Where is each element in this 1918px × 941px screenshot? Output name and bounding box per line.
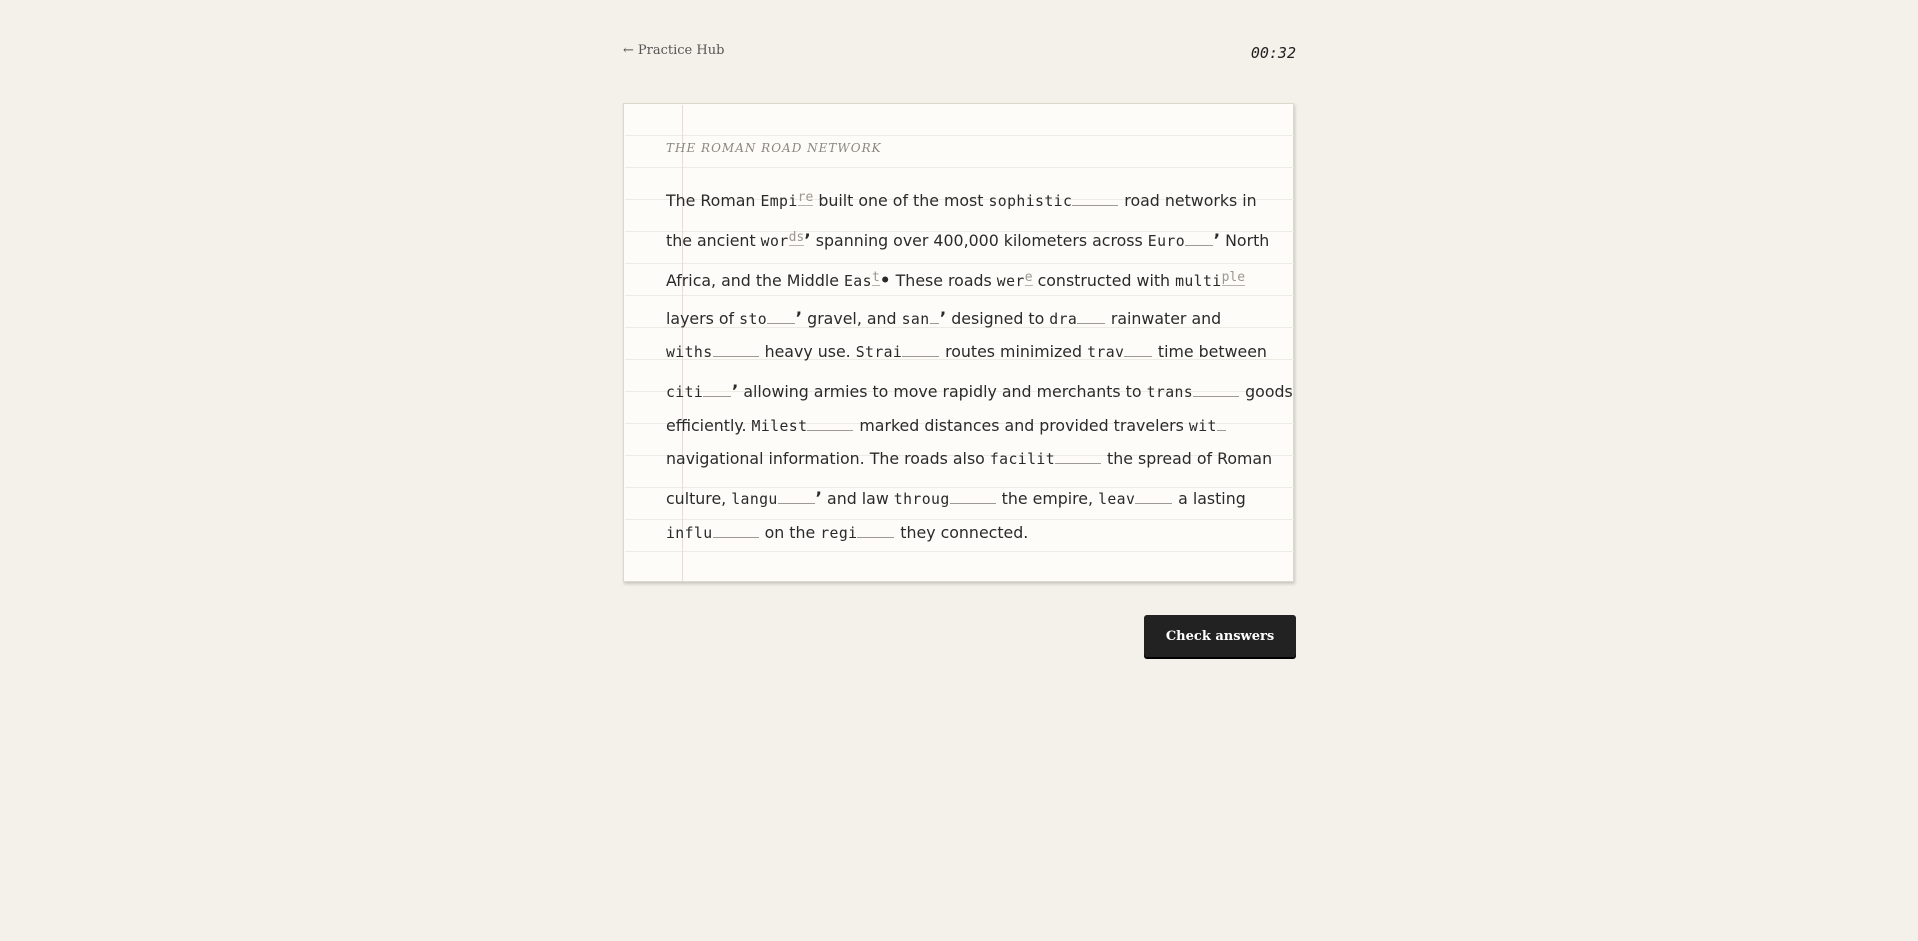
- passage-text-run: the spread of Roman: [1102, 449, 1273, 468]
- passage-text-run: designed to: [946, 309, 1050, 328]
- passage-line: [666, 523, 1028, 542]
- passage-text-run: they connected.: [895, 523, 1029, 542]
- passage-text-run: goods: [1240, 382, 1293, 401]
- word-stem: trans: [1146, 384, 1194, 401]
- passage-text-run: allowing armies to move rapidly and merchants to: [738, 382, 1147, 401]
- word-stem: citi: [666, 384, 704, 401]
- passage-text-run: constructed with: [1032, 271, 1176, 290]
- check-answers-button[interactable]: Check answers: [1144, 615, 1296, 657]
- filled-answer[interactable]: ds: [788, 230, 805, 245]
- punctuation-mark: ’: [939, 309, 947, 329]
- word-stem: trav: [1087, 344, 1125, 361]
- word-stem: leav: [1098, 491, 1136, 508]
- passage-text-run: gravel, and: [802, 309, 902, 328]
- passage-text-run: on the: [759, 523, 821, 542]
- passage-line: [666, 489, 1246, 509]
- passage-line: [666, 382, 1293, 402]
- passage-text-run: navigational information. The roads also: [666, 449, 990, 468]
- punctuation-mark: ’: [804, 231, 811, 251]
- word-stem: sophistic: [988, 193, 1073, 210]
- punctuation-mark: ’: [815, 489, 823, 509]
- passage-text-run: and law: [822, 489, 894, 508]
- word-stem: dra: [1049, 311, 1078, 328]
- passage-line: [666, 270, 1245, 291]
- punctuation-mark: •: [879, 271, 891, 291]
- passage-line: [666, 309, 1221, 329]
- answer-blank-input[interactable]: [1077, 321, 1105, 324]
- passage-text-run: layers of: [666, 309, 740, 328]
- answer-blank-input[interactable]: [950, 501, 996, 504]
- word-stem: Euro: [1147, 233, 1186, 250]
- answer-blank-input[interactable]: [1135, 501, 1172, 504]
- answer-blank-input[interactable]: [767, 321, 795, 324]
- word-stem: Empi: [760, 193, 798, 210]
- word-stem: sto: [739, 311, 768, 328]
- word-stem: wer: [996, 273, 1025, 290]
- passage-text-run: a lasting: [1173, 489, 1246, 508]
- answer-blank-input[interactable]: [1193, 394, 1239, 397]
- answer-blank-input[interactable]: [1072, 203, 1118, 206]
- punctuation-mark: ’: [1213, 231, 1221, 251]
- filled-answer[interactable]: re: [797, 190, 814, 205]
- answer-blank-input[interactable]: [857, 535, 894, 538]
- practice-page: [623, 0, 1296, 644]
- passage-text-run: rainwater and: [1105, 309, 1222, 328]
- passage-card: [623, 103, 1294, 582]
- top-bar: [623, 0, 1296, 104]
- passage-text-run: road networks in: [1119, 191, 1257, 210]
- answer-blank-input[interactable]: [1055, 461, 1101, 464]
- word-stem: wit: [1188, 418, 1217, 435]
- punctuation-mark: ’: [795, 309, 803, 329]
- answer-blank-input[interactable]: [930, 321, 939, 324]
- answer-blank-input[interactable]: [778, 501, 815, 504]
- passage-title: THE ROMAN ROAD NETWORK: [666, 141, 882, 155]
- answer-blank-input[interactable]: [807, 428, 853, 431]
- word-stem: regi: [820, 525, 858, 542]
- passage-text-run: routes minimized: [940, 342, 1088, 361]
- answer-blank-input[interactable]: [1124, 354, 1152, 357]
- filled-answer[interactable]: ple: [1221, 270, 1246, 285]
- passage-text-run: the ancient: [666, 231, 761, 250]
- answer-blank-input[interactable]: [713, 354, 759, 357]
- word-stem: wor: [760, 233, 789, 250]
- passage-line: [666, 416, 1227, 435]
- passage-text-run: built one of the most: [813, 191, 989, 210]
- timer: 00:32: [1250, 44, 1296, 62]
- word-stem: san: [901, 311, 930, 328]
- back-arrow-icon: ←: [623, 43, 634, 58]
- word-stem: Eas: [844, 273, 872, 290]
- word-stem: withs: [666, 344, 713, 361]
- passage-line: [666, 342, 1267, 361]
- answer-blank-input[interactable]: [1185, 243, 1213, 246]
- passage-text-run: heavy use.: [759, 342, 856, 361]
- filled-answer[interactable]: e: [1024, 270, 1033, 285]
- passage-text-run: Africa, and the Middle: [666, 271, 844, 290]
- passage-text-run: efficiently.: [666, 416, 752, 435]
- filled-answer[interactable]: t: [871, 270, 880, 285]
- punctuation-mark: ’: [731, 382, 739, 402]
- passage-text-run: spanning over 400,000 kilometers across: [810, 231, 1148, 250]
- passage-text-run: time between: [1152, 342, 1267, 361]
- word-stem: Strai: [855, 344, 903, 361]
- passage-text-run: These roads: [890, 271, 997, 290]
- answer-blank-input[interactable]: [713, 535, 759, 538]
- word-stem: Milest: [751, 418, 808, 435]
- word-stem: facilit: [989, 451, 1056, 468]
- back-link-label: Practice Hub: [637, 43, 725, 58]
- answer-blank-input[interactable]: [1217, 428, 1226, 431]
- word-stem: multi: [1175, 273, 1222, 290]
- word-stem: langu: [731, 491, 778, 508]
- answer-blank-input[interactable]: [902, 354, 939, 357]
- passage-text-run: The Roman: [666, 191, 761, 210]
- ruled-paper: [625, 105, 1294, 581]
- back-link[interactable]: [623, 43, 724, 58]
- passage-text-run: the empire,: [996, 489, 1099, 508]
- passage-line: [666, 190, 1257, 210]
- passage-text-run: culture,: [666, 489, 732, 508]
- answer-blank-input[interactable]: [703, 394, 731, 397]
- passage-text-run: marked distances and provided travelers: [854, 416, 1189, 435]
- word-stem: influ: [666, 525, 713, 542]
- passage-line: [666, 230, 1269, 251]
- passage-line: [666, 449, 1272, 468]
- passage-text-run: North: [1220, 231, 1270, 250]
- word-stem: throug: [893, 491, 950, 508]
